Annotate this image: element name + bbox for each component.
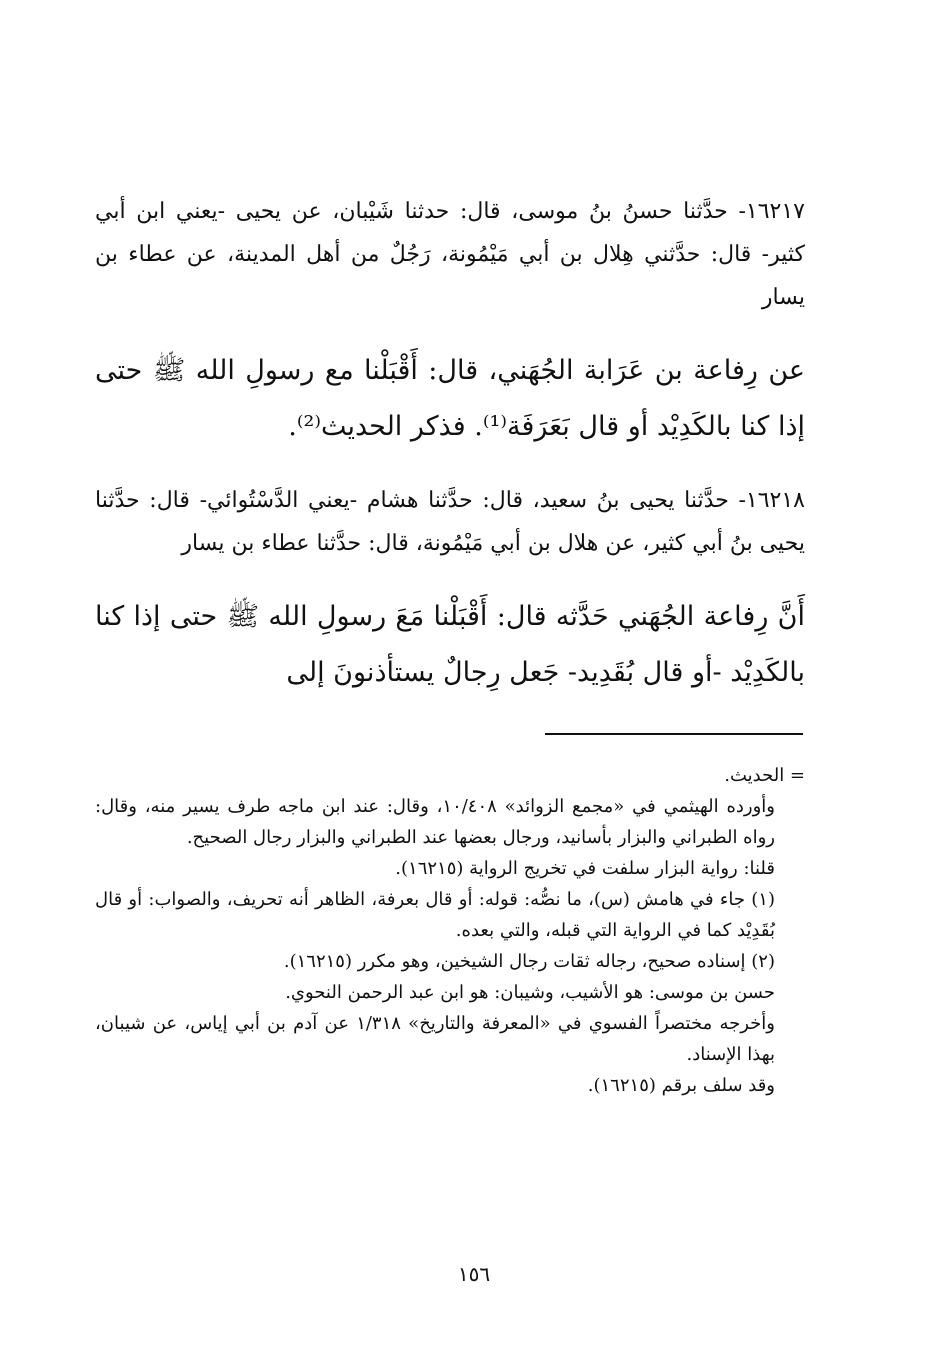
footnote-1: (١) جاء في هامش (س)، ما نصُّه: قوله: أو قال بعرفة، الظاهر أنه تحريف، والصواب: أو قال بُقَدِيْد كما في الرواية التي قبله، والتي بعده. <box>95 889 775 941</box>
footnote-line: وقد سلف برقم (١٦٢١٥). <box>587 1075 775 1096</box>
main-text <box>95 190 805 725</box>
hadith-16217-chain: ١٦٢١٧- حدَّثنا حسنُ بنُ موسى، قال: حدثنا شَيْبان، عن يحيى -يعني ابن أبي كثير- قال: حدَّثني هِلال بن أبي مَيْمُونة، رَجُلٌ من أهل المدينة، عن عطاء بن يسار <box>95 199 805 310</box>
footnote-line: قلنا: رواية البزار سلفت في تخريج الرواية (١٦٢١٥). <box>395 858 775 879</box>
footnote-2: (٢) إسناده صحيح، رجاله ثقات رجال الشيخين، وهو مكرر (١٦٢١٥). <box>283 951 775 972</box>
footnotes <box>95 760 805 1101</box>
hadith-16217-matn: عن رِفاعة بن عَرَابة الجُهَني، قال: أَقْبَلْنا مع رسولِ الله ﷺ حتى إذا كنا بالكَدِيْد أو قال بَعَرَفَة⁽¹⁾. فذكر الحديث⁽²⁾. <box>95 355 805 442</box>
footnote-separator <box>545 733 803 735</box>
footnote-line: وأخرجه مختصراً الفسوي في «المعرفة والتاريخ» ١/٣١٨ عن آدم بن أبي إياس، عن شيبان، بهذا الإسناد. <box>95 1013 775 1065</box>
footnote-line: وأورده الهيثمي في «مجمع الزوائد» ١٠/٤٠٨، وقال: عند ابن ماجه طرف يسير منه، وقال: رواه الطبراني والبزار بأسانيد، ورجال بعضها عند الطبراني والبزار رجال الصحيح. <box>95 796 775 848</box>
page-number: ١٥٦ <box>457 1262 491 1286</box>
footnote-line: = الحديث. <box>724 765 805 786</box>
footnote-line: حسن بن موسى: هو الأشيب، وشيبان: هو ابن عبد الرحمن النحوي. <box>285 982 775 1003</box>
hadith-16218-chain: ١٦٢١٨- حدَّثنا يحيى بنُ سعيد، قال: حدَّثنا هشام -يعني الدَّسْتُوائي- قال: حدَّثنا يحيى بنُ أبي كثير، عن هلال بن أبي مَيْمُونة، قال: حدَّثنا عطاء بن يسار <box>95 488 805 556</box>
hadith-16218-matn: أَنَّ رِفاعة الجُهَني حَدَّثه قال: أَقْبَلْنا مَعَ رسولِ الله ﷺ حتى إذا كنا بالكَدِيْد -أو قال بُقَدِيد- جَعل رِجالٌ يستأذنونَ إلى <box>95 601 805 688</box>
